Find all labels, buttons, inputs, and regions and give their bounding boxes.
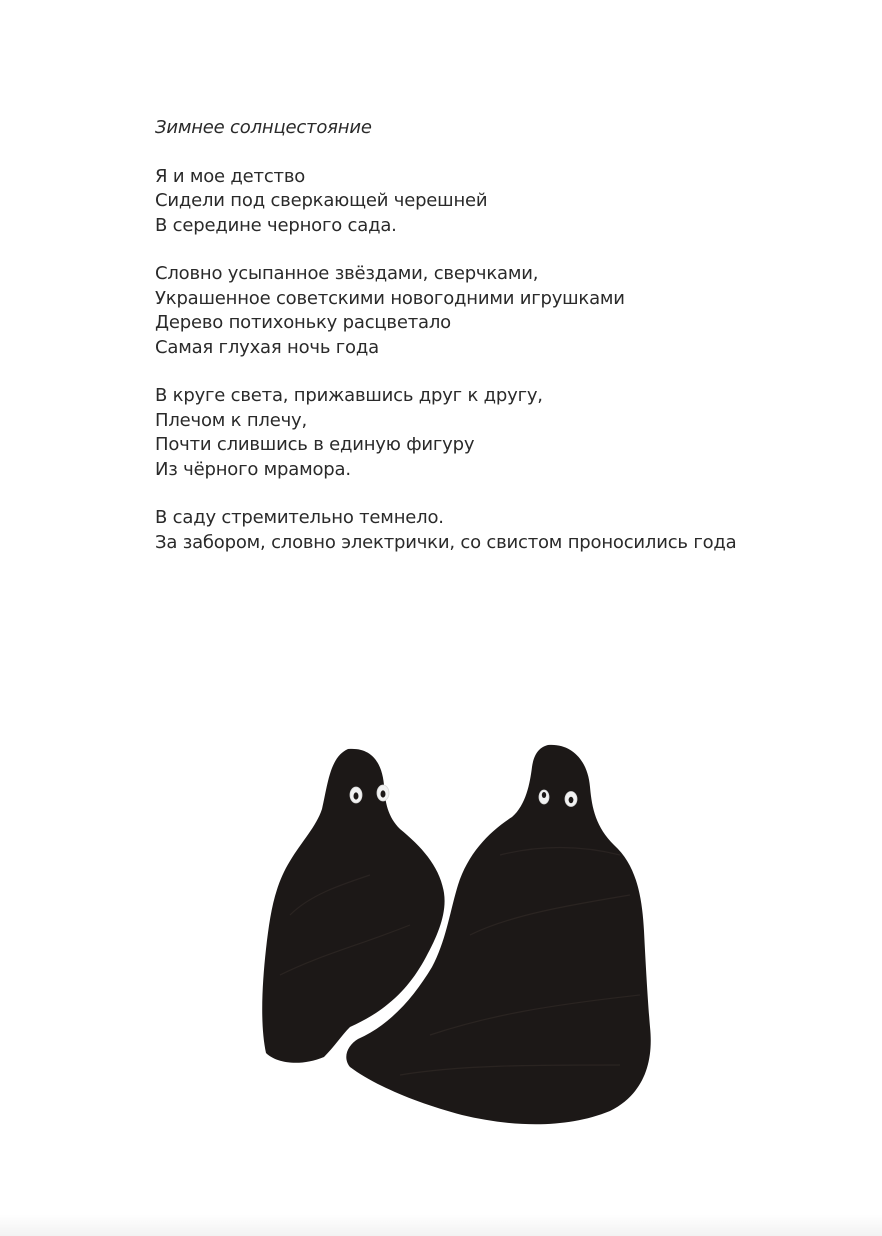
hooded-figures-illustration (250, 735, 670, 1135)
stanza-4 (155, 506, 855, 555)
poem-line: Сидели под сверкающей черешней (155, 190, 488, 212)
poem-line: В круге света, прижавшись друг к другу, (155, 385, 543, 407)
poem-line: В саду стремительно темнело. (155, 507, 444, 529)
poem-line: Дерево потихоньку расцветало (155, 312, 451, 334)
poem-line: Украшенное советскими новогодними игрушками (155, 287, 625, 309)
poem-line: В середине черного сада. (155, 214, 397, 236)
poem (155, 116, 855, 580)
poem-line: Плечом к плечу, (155, 409, 308, 431)
poem-line: Самая глухая ночь года (155, 336, 379, 358)
stanza-1 (155, 165, 855, 238)
poem-line: За забором, словно электрички, со свистом проносились года (155, 531, 737, 553)
poem-line: Я и мое детство (155, 165, 306, 187)
stanza-2 (155, 262, 855, 360)
poem-line: Почти слившись в единую фигуру (155, 434, 475, 456)
page-edge-shadow (0, 1214, 882, 1236)
poem-line: Из чёрного мрамора. (155, 458, 351, 480)
poem-title: Зимнее солнцестояние (155, 117, 372, 138)
stanza-3 (155, 384, 855, 482)
poem-line: Словно усыпанное звёздами, сверчками, (155, 263, 539, 285)
